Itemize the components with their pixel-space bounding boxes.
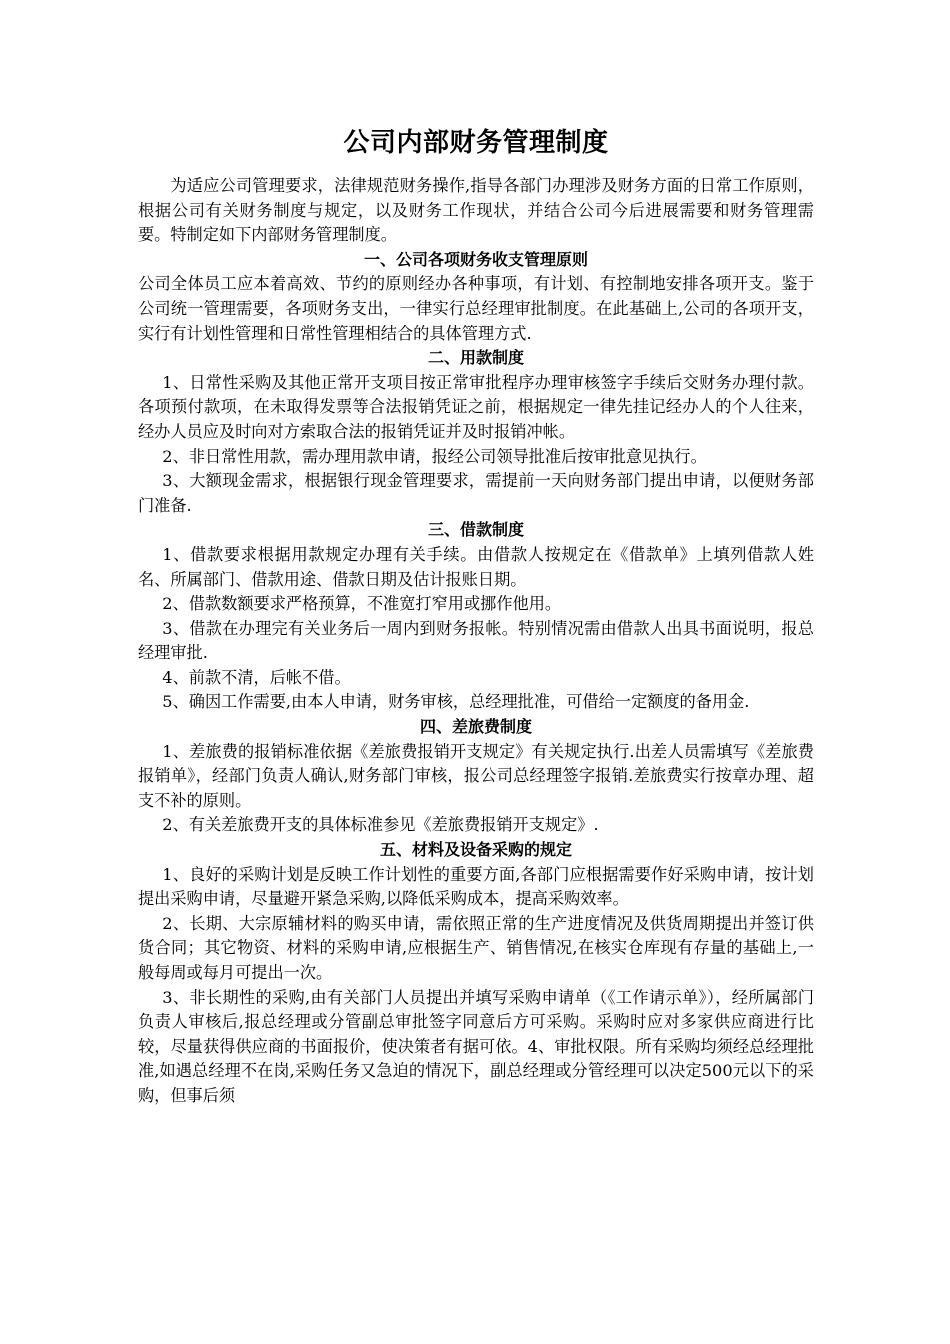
section-5-paragraph-2: 2、长期、大宗原辅材料的购买申请，需依照正常的生产进度情况及供货周期提出并签订供货合同；其它物资、材料的采购申请,应根据生产、销售情况,在核实仓库现有存量的基础上,一般每周或每月可提出一次。 — [138, 913, 814, 982]
section-3-heading: 三、借款制度 — [427, 520, 524, 540]
section-2-heading: 二、用款制度 — [427, 348, 524, 368]
section-4-paragraph-2: 2、有关差旅费开支的具体标准参见《差旅费报销开支规定》. — [162, 815, 599, 835]
intro-paragraph: 为适应公司管理要求，法律规范财务操作,指导各部门办理涉及财务方面的日常工作原则，根据公司有关财务制度与规定，以及财务工作现状，并结合公司今后进展需要和财务管理需要。特制定如下内部财务管理制度。 — [138, 176, 814, 245]
section-4-paragraph-1: 1、差旅费的报销标准依据《差旅费报销开支规定》有关规定执行.出差人员需填写《差旅费报销单》，经部门负责人确认,财务部门审核，报公司总经理签字报销.差旅费实行按章办理、超支不补的原则。 — [138, 741, 814, 810]
section-3-paragraph-1: 1、借款要求根据用款规定办理有关手续。由借款人按规定在《借款单》上填列借款人姓名、所属部门、借款用途、借款日期及估计报账日期。 — [138, 544, 814, 589]
section-3-paragraph-5: 5、确因工作需要,由本人申请，财务审核，总经理批准，可借给一定额度的备用金. — [162, 692, 750, 712]
section-2-paragraph-1: 1、日常性采购及其他正常开支项目按正常审批程序办理审核签字手续后交财务办理付款。各项预付款项，在未取得发票等合法报销凭证之前，根据规定一律先挂记经办人的个人往来，经办人员应及时向对方索取合法的报销凭证并及时报销冲帐。 — [138, 372, 814, 441]
section-4-heading: 四、差旅费制度 — [419, 717, 532, 737]
section-5-paragraph-3: 3、非长期性的采购,由有关部门人员提出并填写采购申请单（《工作请示单》），经所属部门负责人审核后,报总经理或分管副总审批签字同意后方可采购。采购时应对多家供应商进行比较，尽量获得供应商的书面报价，使决策者有据可依。4、审批权限。所有采购均须经总经理批准,如遇总经理不在岗,采购任务又急迫的情况下，副总经理或分管经理可以决定500元以下的采购，但事后须 — [138, 987, 814, 1105]
document-title: 公司内部财务管理制度 — [343, 128, 609, 158]
document-page — [138, 126, 814, 1109]
section-1-paragraph-1: 公司全体员工应本着高效、节约的原则经办各种事项，有计划、有控制地安排各项开支。鉴于公司统一管理需要，各项财务支出，一律实行总经理审批制度。在此基础上,公司的各项开支，实行有计划性管理和日常性管理相结合的具体管理方式. — [138, 274, 814, 343]
section-5-paragraph-1: 1、良好的采购计划是反映工作计划性的重要方面,各部门应根据需要作好采购申请，按计划提出采购申请，尽量避开紧急采购,以降低采购成本，提高采购效率。 — [138, 864, 814, 909]
section-3-paragraph-3: 3、借款在办理完有关业务后一周内到财务报帐。特别情况需由借款人出具书面说明，报总经理审批. — [138, 618, 814, 663]
section-2-paragraph-2: 2、非日常性用款，需办理用款申请，报经公司领导批准后按审批意见执行。 — [162, 446, 707, 466]
section-5-heading: 五、材料及设备采购的规定 — [379, 840, 572, 860]
section-2-paragraph-3: 3、大额现金需求，根据银行现金管理要求，需提前一天向财务部门提出申请，以便财务部门准备. — [138, 471, 814, 515]
section-3-paragraph-2: 2、借款数额要求严格预算，不准宽打窄用或挪作他用。 — [162, 594, 562, 614]
section-1-heading: 一、公司各项财务收支管理原则 — [363, 249, 588, 269]
section-3-paragraph-4: 4、前款不清，后帐不借。 — [162, 667, 351, 687]
